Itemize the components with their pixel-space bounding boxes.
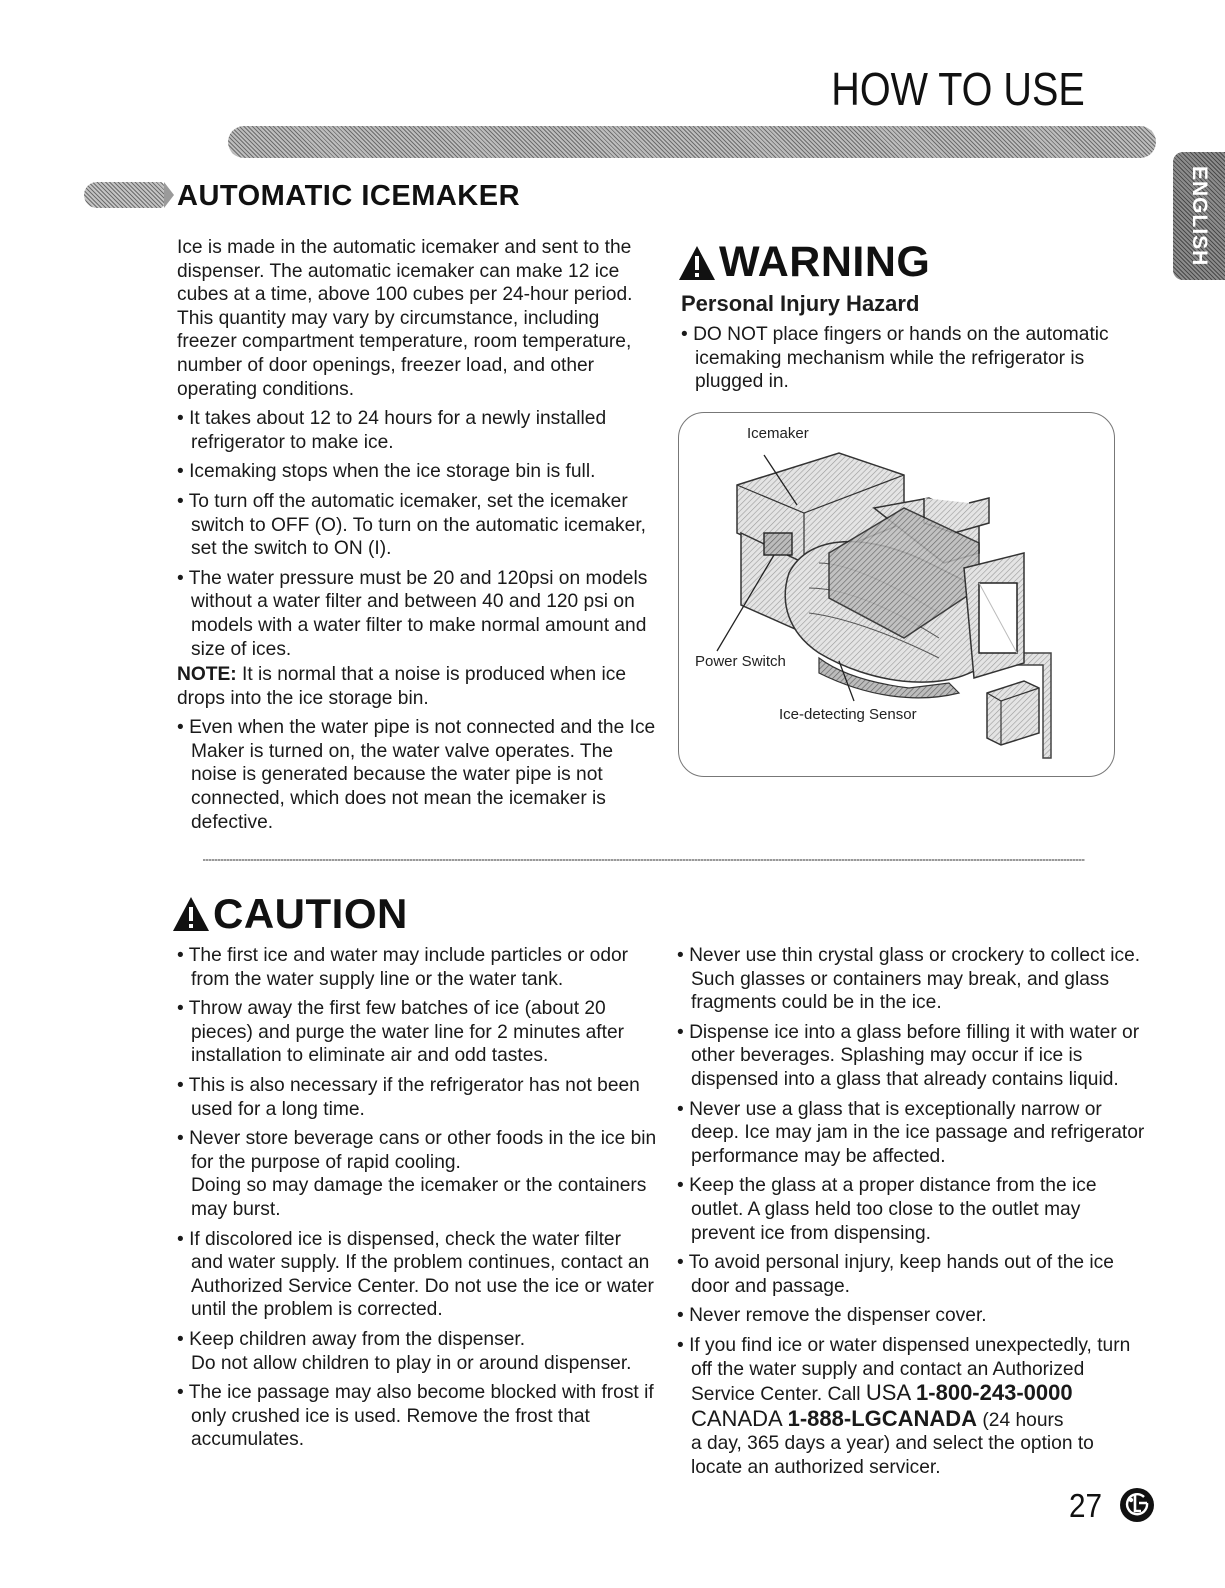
header-decorative-bar xyxy=(228,126,1156,158)
warning-triangle-icon xyxy=(677,243,717,283)
warning-title: WARNING xyxy=(719,238,931,286)
intro-paragraph: Ice is made in the automatic icemaker and sent to the dispenser. The automatic icemaker can make 12 ice cubes at a time, above 100 cubes per 24-hour period. This quantity may vary by circumstance, including freezer compartment temperature, room temperature, number of door openings, freezer load, and other operating conditions. xyxy=(177,237,633,400)
icemaker-description xyxy=(177,236,657,840)
label-power-switch: Power Switch xyxy=(695,653,786,670)
caution-left-column xyxy=(177,944,657,1458)
caution-right-column xyxy=(677,944,1147,1485)
list-item: • Never use thin crystal glass or crockery to collect ice. Such glasses or containers may break, and glass fragments could be in the ice. xyxy=(677,944,1147,1015)
usa-phone-number: 1-800-243-0000 xyxy=(916,1380,1073,1406)
list-item: • DO NOT place fingers or hands on the automatic icemaking mechanism while the refrigerator is plugged in. xyxy=(681,323,1141,394)
list-item: • Throw away the first few batches of ice (about 20 pieces) and purge the water line for 2 minutes after installation to eliminate air and odd tastes. xyxy=(177,997,657,1068)
warning-heading xyxy=(677,238,930,287)
hours-text: (24 hours xyxy=(977,1409,1064,1431)
canada-label: CANADA xyxy=(691,1405,788,1431)
label-ice-detecting-sensor: Ice-detecting Sensor xyxy=(779,706,917,723)
list-item: • The first ice and water may include particles or odor from the water supply line or the water tank. xyxy=(177,944,657,991)
canada-phone-number: 1-888-LGCANADA xyxy=(787,1405,978,1431)
list-item: • Never store beverage cans or other foods in the ice bin for the purpose of rapid cooling. xyxy=(177,1127,657,1174)
contact-text-2: a day, 365 days a year) and select the option to locate an authorized servicer. xyxy=(691,1433,1094,1478)
list-item-contact xyxy=(677,1334,1147,1480)
contact-text-1: If you find ice or water dispensed unexpectedly, turn off the water supply and contact an Authorized Service Center. Call xyxy=(689,1334,1131,1406)
language-tab xyxy=(1173,152,1225,280)
list-item: • Keep the glass at a proper distance from the ice outlet. A glass held too close to the outlet may prevent ice from dispensing. xyxy=(677,1174,1147,1245)
lg-logo-icon xyxy=(1119,1487,1155,1523)
caution-triangle-icon xyxy=(171,894,211,934)
list-item: • This is also necessary if the refrigerator has not been used for a long time. xyxy=(177,1074,657,1121)
list-item: • Keep children away from the dispenser. xyxy=(177,1328,657,1352)
note-paragraph xyxy=(177,663,657,710)
list-item: • Never use a glass that is exceptionally narrow or deep. Ice may jam in the ice passage and refrigerator performance may be affected. xyxy=(677,1098,1147,1169)
caution-title: CAUTION xyxy=(213,890,408,937)
list-item-continuation: Doing so may damage the icemaker or the containers may burst. xyxy=(191,1175,647,1220)
icemaker-diagram xyxy=(678,412,1115,777)
warning-body xyxy=(681,323,1141,400)
list-item: • The water pressure must be 20 and 120psi on models without a water filter and between 40 and 120 psi on models with a water filter to make normal amount and size of ices. xyxy=(177,567,657,661)
section-divider xyxy=(203,859,1085,861)
note-text: It is normal that a noise is produced when ice drops into the ice storage bin. xyxy=(177,664,626,709)
list-item: • Never remove the dispenser cover. xyxy=(677,1304,1147,1328)
usa-label: USA xyxy=(865,1380,917,1406)
list-item: • To turn off the automatic icemaker, set the icemaker switch to OFF (O). To turn on the automatic icemaker, set the switch to ON (I). xyxy=(177,490,657,561)
section-title: AUTOMATIC ICEMAKER xyxy=(177,180,521,212)
page-header-title: HOW TO USE xyxy=(831,63,1085,115)
list-item: • Even when the water pipe is not connected and the Ice Maker is turned on, the water valve operates. The noise is generated because the water pipe is not connected, which does not mean the icemaker is defective. xyxy=(177,716,657,834)
list-item: • The ice passage may also become blocked with frost if only crushed ice is used. Remove the frost that accumulates. xyxy=(177,1381,657,1452)
caution-heading xyxy=(171,890,408,938)
note-label: NOTE: xyxy=(177,664,237,686)
label-icemaker: Icemaker xyxy=(747,425,809,442)
list-item: • To avoid personal injury, keep hands out of the ice door and passage. xyxy=(677,1251,1147,1298)
list-item-continuation: Do not allow children to play in or around dispenser. xyxy=(191,1352,632,1374)
list-item: • Icemaking stops when the ice storage bin is full. xyxy=(177,460,657,484)
warning-subtitle: Personal Injury Hazard xyxy=(681,291,920,316)
section-marker xyxy=(84,182,164,208)
list-item: • It takes about 12 to 24 hours for a newly installed refrigerator to make ice. xyxy=(177,407,657,454)
page-number: 27 xyxy=(1069,1487,1103,1524)
list-item: • If discolored ice is dispensed, check the water filter and water supply. If the problem continues, contact an Authorized Service Center. Do not use the ice or water until the problem is corrected. xyxy=(177,1228,657,1322)
language-tab-label: ENGLISH xyxy=(1188,165,1211,267)
list-item: • Dispense ice into a glass before filling it with water or other beverages. Splashing may occur if ice is dispensed into a glass that already contains liquid. xyxy=(677,1021,1147,1092)
